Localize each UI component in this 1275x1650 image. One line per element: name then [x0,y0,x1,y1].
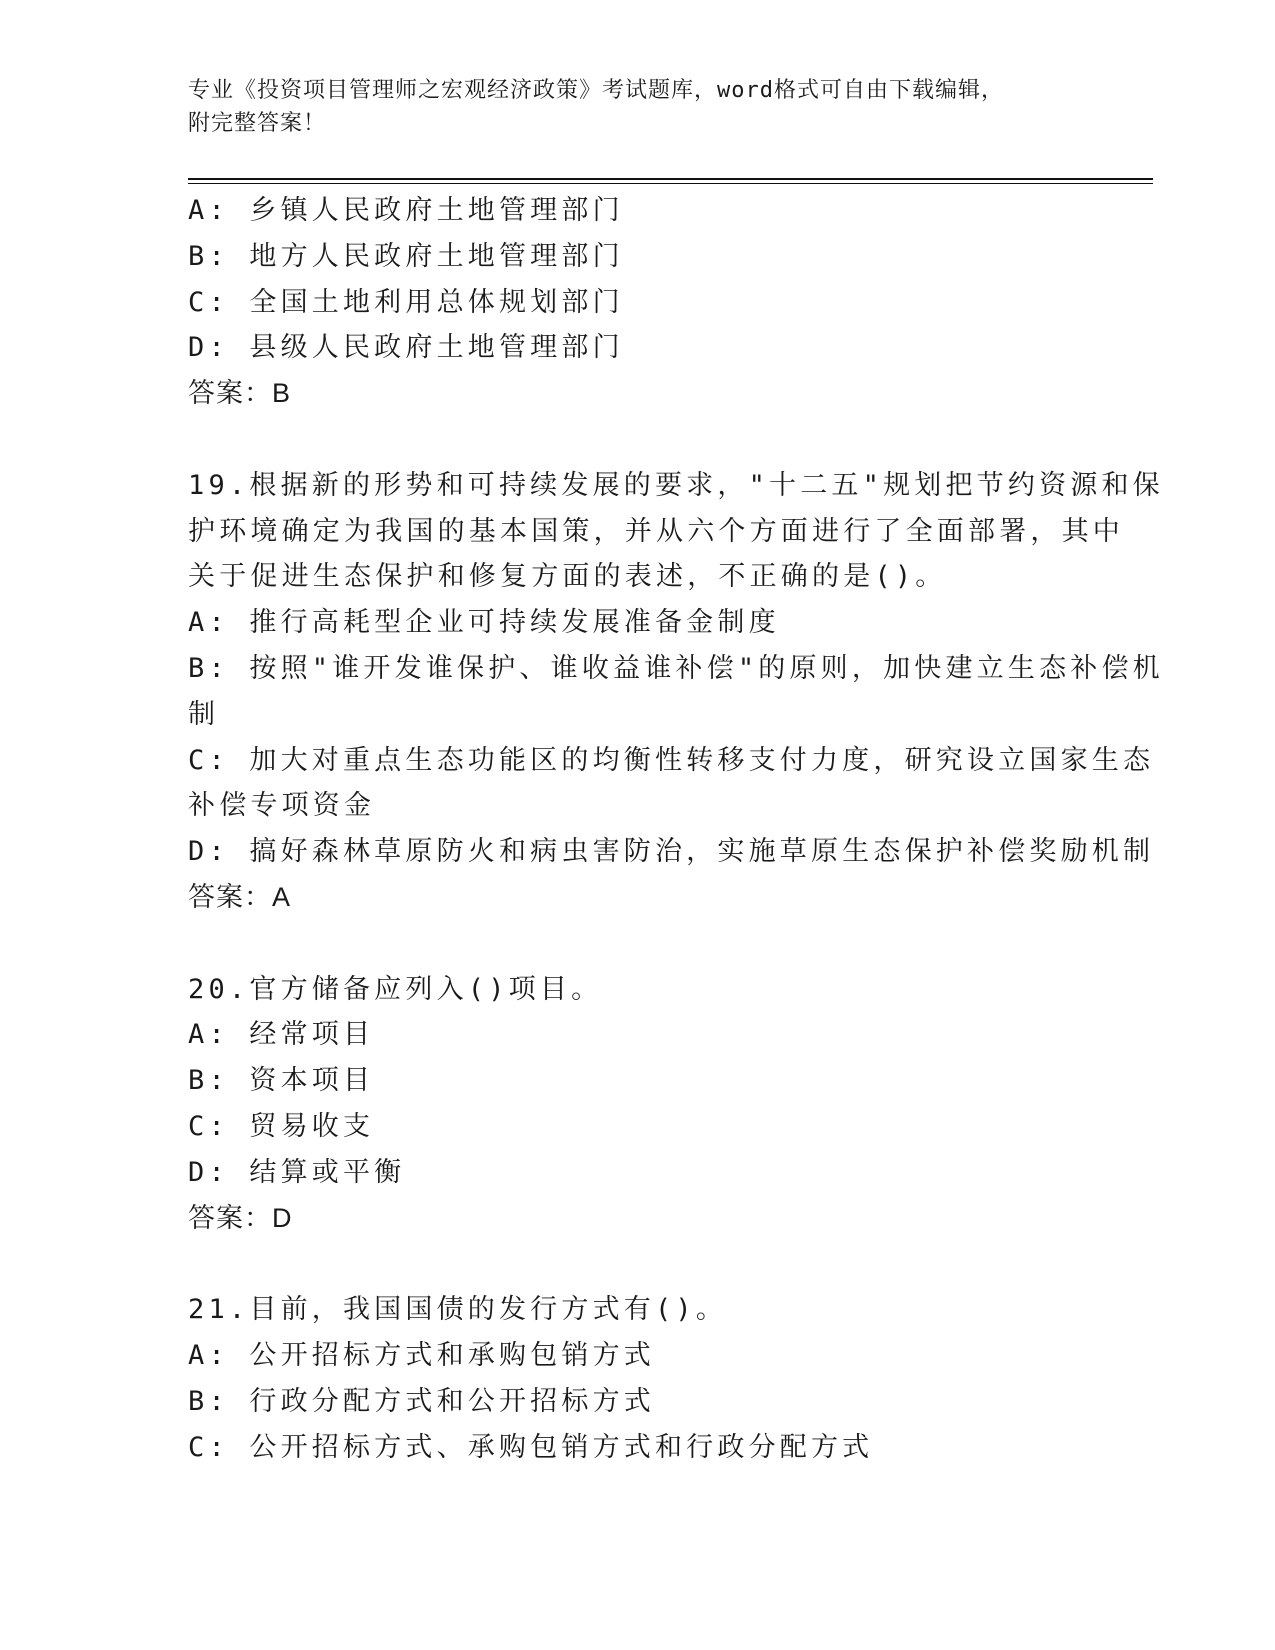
question-stem-line: 关于促进生态保护和修复方面的表述，不正确的是()。 [188,561,947,593]
option-c-continued: 补偿专项资金 [188,790,376,822]
answer: 答案：A [188,881,292,912]
question-18-options [188,188,1068,417]
option-c: C: 公开招标方式、承购包销方式和行政分配方式 [188,1431,874,1463]
question-stem-line: 护环境确定为我国的基本国策，并从六个方面进行了全面部署，其中 [188,515,1124,547]
header-line-1: 专业《投资项目管理师之宏观经济政策》考试题库，word格式可自由下载编辑， [188,78,1004,103]
option-c: C: 贸易收支 [188,1110,375,1142]
option-b-continued: 制 [188,698,220,730]
spacer [188,417,1068,463]
spacer [188,921,1068,967]
question-20 [188,967,1068,1242]
option-a: A: 推行高耗型企业可持续发展准备金制度 [188,607,780,639]
option-b: B: 地方人民政府土地管理部门 [188,240,624,272]
spacer [188,1241,1068,1287]
option-d: D: 县级人民政府土地管理部门 [188,332,624,364]
option-b: B: 资本项目 [188,1065,375,1097]
answer: 答案：B [188,378,292,409]
answer: 答案：D [188,1202,293,1233]
question-list [188,188,1164,1470]
header-divider-thick [188,178,1153,180]
question-stem-line: 19.根据新的形势和可持续发展的要求，"十二五"规划把节约资源和保 [188,469,1164,501]
option-c: C: 全国土地利用总体规划部门 [188,286,624,318]
question-stem: 21.目前，我国国债的发行方式有()。 [188,1294,728,1326]
question-19 [188,463,1164,921]
option-d: D: 结算或平衡 [188,1156,406,1188]
option-a: A: 公开招标方式和承购包销方式 [188,1339,655,1371]
header-line-2: 附完整答案！ [188,111,327,136]
document-header [188,74,1088,140]
option-c: C: 加大对重点生态功能区的均衡性转移支付力度，研究设立国家生态 [188,744,1155,776]
option-b: B: 按照"谁开发谁保护、谁收益谁补偿"的原则，加快建立生态补偿机 [188,652,1164,684]
option-b: B: 行政分配方式和公开招标方式 [188,1385,655,1417]
option-a: A: 经常项目 [188,1019,375,1051]
option-d: D: 搞好森林草原防火和病虫害防治，实施草原生态保护补偿奖励机制 [188,836,1155,868]
option-a: A: 乡镇人民政府土地管理部门 [188,195,624,226]
question-21 [188,1287,1068,1470]
question-stem: 20.官方储备应列入()项目。 [188,973,603,1005]
header-divider-thin [188,183,1153,184]
